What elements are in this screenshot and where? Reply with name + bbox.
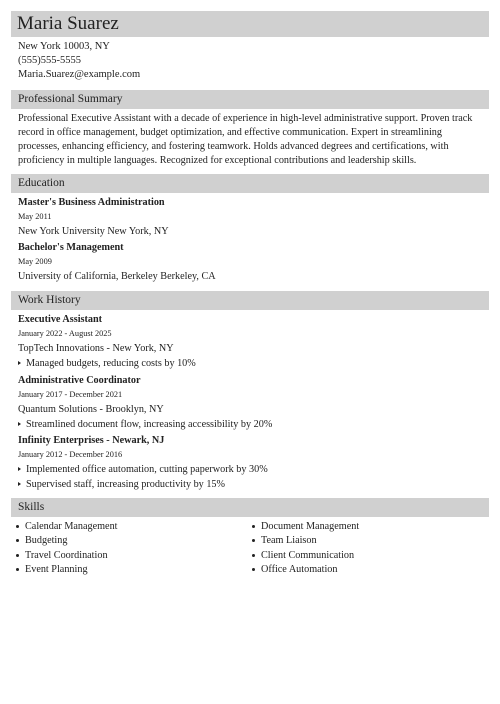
section-heading-summary: Professional Summary [11,90,489,109]
bullet-arrow-icon [18,467,21,471]
summary-text: Professional Executive Assistant with a decade of experience in high-level administrative support. Proven track record in office management, budget optimization, and effective communication. Expert in streamlining processes, enhancing efficiency, and fostering teamwork. Holds advanced degrees and certifications, with proficiency in multiple languages. Recognized for exceptional contributions and leadership skills. [18,113,473,166]
candidate-name: Maria Suarez [11,11,489,37]
bullet-arrow-icon [18,482,21,486]
bullet-dot-icon [252,525,255,528]
education-entry [18,196,486,239]
bullet-dot-icon [252,554,255,557]
job-date: January 2017 - December 2021 [18,390,123,399]
section-heading-work: Work History [11,291,489,310]
job-bullet: Streamlined document flow, increasing accessibility by 20% [18,417,486,432]
education-degree: Bachelor's Management [18,242,124,253]
bullet-dot-icon [16,554,19,557]
contact-address: New York 10003, NY [18,41,110,52]
education-entry [18,241,486,284]
bullet-arrow-icon [18,422,21,426]
job-date: January 2012 - December 2016 [18,450,123,459]
job-company: Quantum Solutions - Brooklyn, NY [18,404,164,415]
job-title: Administrative Coordinator [18,375,141,386]
section-heading-skills: Skills [11,498,489,517]
contact-info [18,40,140,82]
job-date: January 2022 - August 2025 [18,329,112,338]
job-title: Executive Assistant [18,314,103,325]
skills-column-left [16,520,118,577]
skill-item: Travel Coordination [16,549,118,563]
job-title: Infinity Enterprises - Newark, NJ [18,435,165,446]
work-entry [18,374,486,432]
education-date: May 2011 [18,212,52,221]
job-bullet: Managed budgets, reducing costs by 10% [18,356,486,371]
job-bullet: Implemented office automation, cutting paperwork by 30% [18,462,486,477]
bullet-dot-icon [16,568,19,571]
bullet-dot-icon [252,568,255,571]
skill-item: Event Planning [16,563,118,577]
contact-email: Maria.Suarez@example.com [18,69,141,80]
bullet-arrow-icon [18,361,21,365]
education-degree: Master's Business Administration [18,197,165,208]
job-company: TopTech Innovations - New York, NY [18,343,174,354]
skill-item: Budgeting [16,534,118,548]
work-entry [18,313,486,371]
skill-item: Document Management [252,520,359,534]
work-entry [18,434,486,492]
skill-item: Office Automation [252,563,359,577]
contact-phone: (555)555-5555 [18,55,81,66]
bullet-dot-icon [16,539,19,542]
section-heading-education: Education [11,174,489,193]
job-bullet: Supervised staff, increasing productivity by 15% [18,477,486,492]
education-school: New York University New York, NY [18,226,169,237]
education-school: University of California, Berkeley Berkeley, CA [18,271,216,282]
skill-item: Team Liaison [252,534,359,548]
skill-item: Calendar Management [16,520,118,534]
skills-column-right [252,520,359,577]
skill-item: Client Communication [252,549,359,563]
bullet-dot-icon [16,525,19,528]
education-date: May 2009 [18,257,52,266]
bullet-dot-icon [252,539,255,542]
